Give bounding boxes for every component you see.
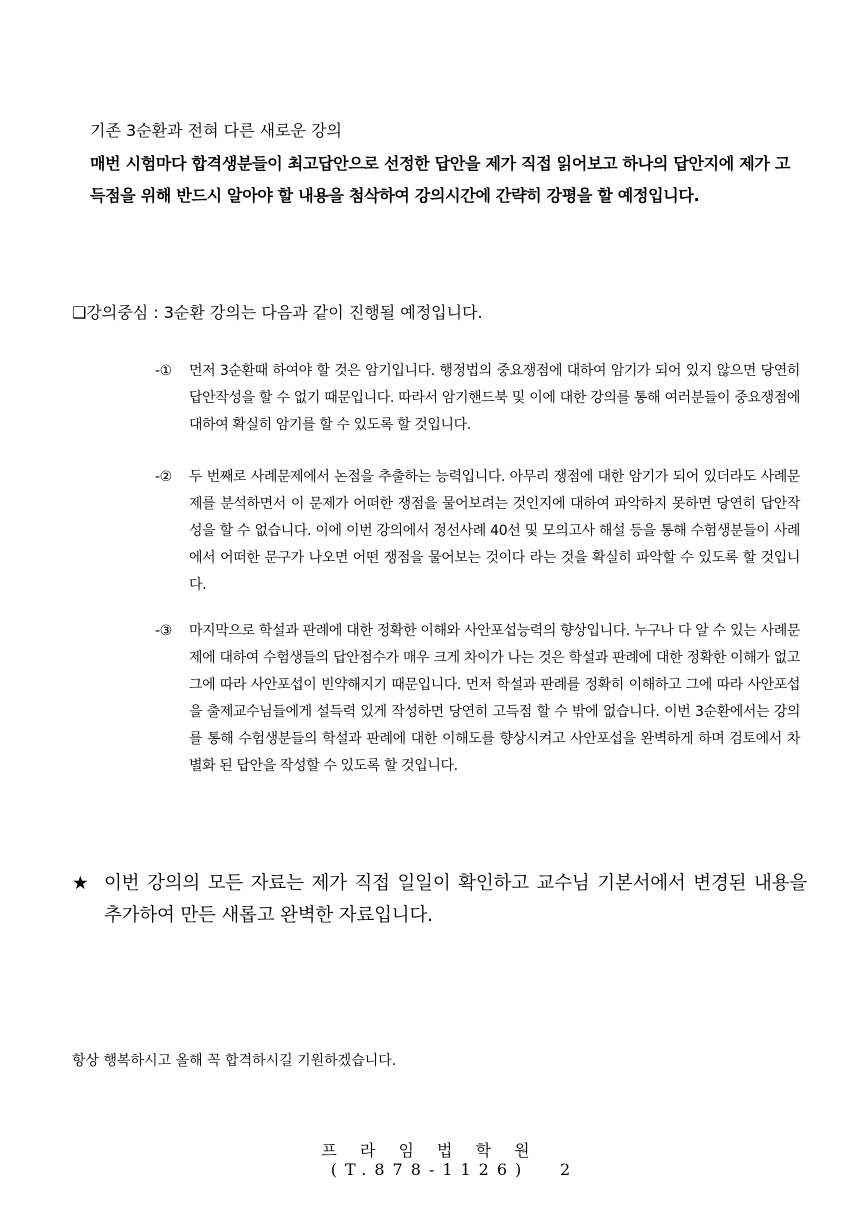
item-marker: -① (155, 363, 172, 379)
footer-phone: (T.878-1126) (330, 1160, 530, 1179)
item-text: 마지막으로 학설과 판례에 대한 정확한 이해와 사안포섭능력의 향상입니다. 누구나 다 알 수 있는 사례문제에 대하여 수험생들의 답안점수가 매우 크게 차이가 나는 것은 학설과 판례에 대한 정확한 이해가 없고 그에 따라 사안포섭이 빈약해지기 때문입니다. 먼저 학설과 판례를 정확히 이해하고 그에 따라 사안포섭을 출제교수님들에게 설득력 있게 작성하면 당연히 고득점 할 수 밖에 없습니다. 이번 3순환에서는 강의를 통해 수험생분들의 학설과 판례에 대한 이해도를 향상시켜고 사안포섭을 완벽하게 하며 검토에서 차별화 된 답안을 작성할 수 있도록 할 것입니다. (189, 623, 800, 774)
notice-paragraph (72, 868, 807, 932)
intro-paragraph: 매번 시험마다 합격생분들이 최고답안으로 선정한 답안을 제가 직접 읽어보고 하나의 답안지에 제가 고득점을 위해 반드시 알아야 할 내용을 첨삭하여 강의시간에 간략히 강평을 할 예정입니다. (90, 154, 790, 205)
notice-text: 이번 강의의 모든 자료는 제가 직접 일일이 확인하고 교수님 기본서에서 변경된 내용을 추가하여 만든 새롭고 완벽한 자료입니다. (104, 873, 807, 926)
list-item-1 (155, 358, 800, 439)
section-heading: ❏강의중심 : 3순환 강의는 다음과 같이 진행될 예정입니다. (72, 303, 483, 322)
closing-message: 항상 행복하시고 올해 꼭 합격하시길 기원하겠습니다. (72, 1053, 397, 1069)
item-text: 두 번째로 사례문제에서 논점을 추출하는 능력입니다. 아무리 쟁점에 대한 암기가 되어 있더라도 사례문제를 분석하면서 이 문제가 어떠한 쟁점을 물어보려는 것인지에 대하여 파악하지 못하면 당연히 답안작성을 할 수 없습니다. 이에 이번 강의에서 정선사례 40선 및 모의고사 해설 등을 통해 수험생분들이 사례에서 어떠한 문구가 나오면 어떤 쟁점을 물어보는 것이다 라는 것을 확실히 파악할 수 있도록 할 것입니다. (189, 469, 800, 593)
footer-academy-name: 프 라 임 법 학 원 (321, 1141, 539, 1160)
item-text: 먼저 3순환때 하여야 할 것은 암기입니다. 행정법의 중요쟁점에 대하여 암기가 되어 있지 않으면 당연히 답안작성을 할 수 없기 때문입니다. 따라서 암기핸드북 및 이에 대한 강의를 통해 여러분들이 중요쟁점에 대하여 확실히 암기를 할 수 있도록 할 것입니다. (189, 363, 800, 433)
star-icon: ★ (72, 873, 89, 894)
list-item-2 (155, 464, 800, 599)
item-marker: -② (155, 469, 172, 485)
item-marker: -③ (155, 623, 172, 639)
intro-title: 기존 3순환과 전혀 다른 새로운 강의 (90, 121, 342, 140)
page-number: 2 (560, 1160, 571, 1179)
list-item-3 (155, 618, 800, 780)
